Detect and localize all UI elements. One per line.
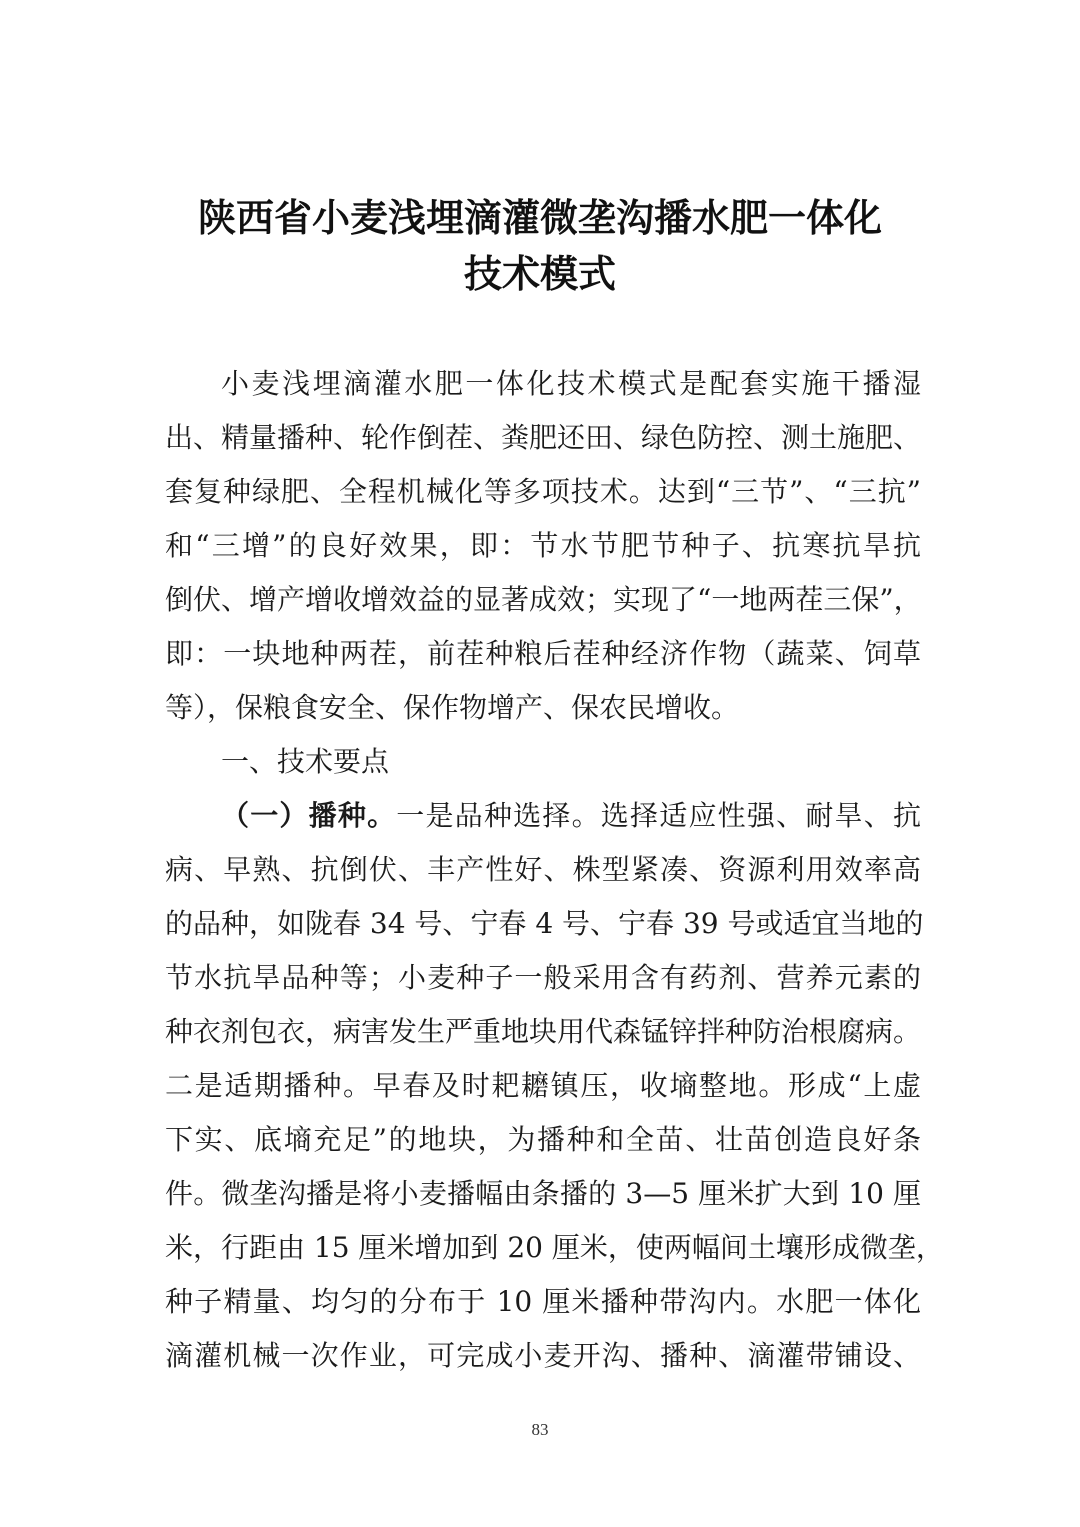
body-line: 滴灌机械一次作业，可完成小麦开沟、播种、滴灌带铺设、: [165, 1339, 921, 1372]
body-line: 种子精量、均匀的分布于 10 厘米播种带沟内。水肥一体化: [165, 1285, 921, 1318]
body-line: 米，行距由 15 厘米增加到 20 厘米，使两幅间土壤形成微垄，: [165, 1231, 944, 1264]
intro-line: 小麦浅埋滴灌水肥一体化技术模式是配套实施干播湿: [221, 367, 921, 400]
intro-line: 和“三增”的良好效果，即：节水节肥节种子、抗寒抗旱抗: [165, 529, 921, 562]
body-line: 病、早熟、抗倒伏、丰产性好、株型紧凑、资源利用效率高: [165, 853, 921, 886]
body-line: 节水抗旱品种等；小麦种子一般采用含有药剂、营养元素的: [165, 961, 921, 994]
intro-line: 套复种绿肥、全程机械化等多项技术。达到“三节”、“三抗”: [165, 475, 921, 508]
subsection-first-line: [221, 796, 921, 836]
body-line: 种衣剂包衣，病害发生严重地块用代森锰锌拌种防治根腐病。: [165, 1015, 922, 1048]
document-title-line-1: 陕西省小麦浅埋滴灌微垄沟播水肥一体化: [197, 196, 882, 240]
subsection-label: （一）播种。: [221, 799, 397, 832]
intro-line: 等），保粮食安全、保作物增产、保农民增收。: [165, 691, 740, 724]
intro-line: 出、精量播种、轮作倒茬、粪肥还田、绿色防控、测土施肥、: [165, 421, 922, 454]
subsection-first-line-text: 一是品种选择。选择适应性强、耐旱、抗: [396, 799, 921, 832]
intro-line: 即：一块地种两茬，前茬种粮后茬种经济作物（蔬菜、饲草: [165, 637, 921, 670]
section-heading: 一、技术要点: [221, 745, 390, 778]
page-number: 83: [531, 1420, 549, 1439]
body-line: 的品种，如陇春 34 号、宁春 4 号、宁春 39 号或适宜当地的: [165, 907, 924, 940]
body-line: 下实、底墒充足”的地块，为播种和全苗、壮苗创造良好条: [165, 1123, 921, 1156]
body-line: 件。微垄沟播是将小麦播幅由条播的 3—5 厘米扩大到 10 厘: [165, 1177, 921, 1210]
intro-line: 倒伏、增产增收增效益的显著成效；实现了“一地两茬三保”，: [165, 583, 922, 616]
body-line: 二是适期播种。早春及时耙耱镇压，收墒整地。形成“上虚: [165, 1069, 921, 1102]
document-title-line-2: 技术模式: [463, 252, 616, 296]
